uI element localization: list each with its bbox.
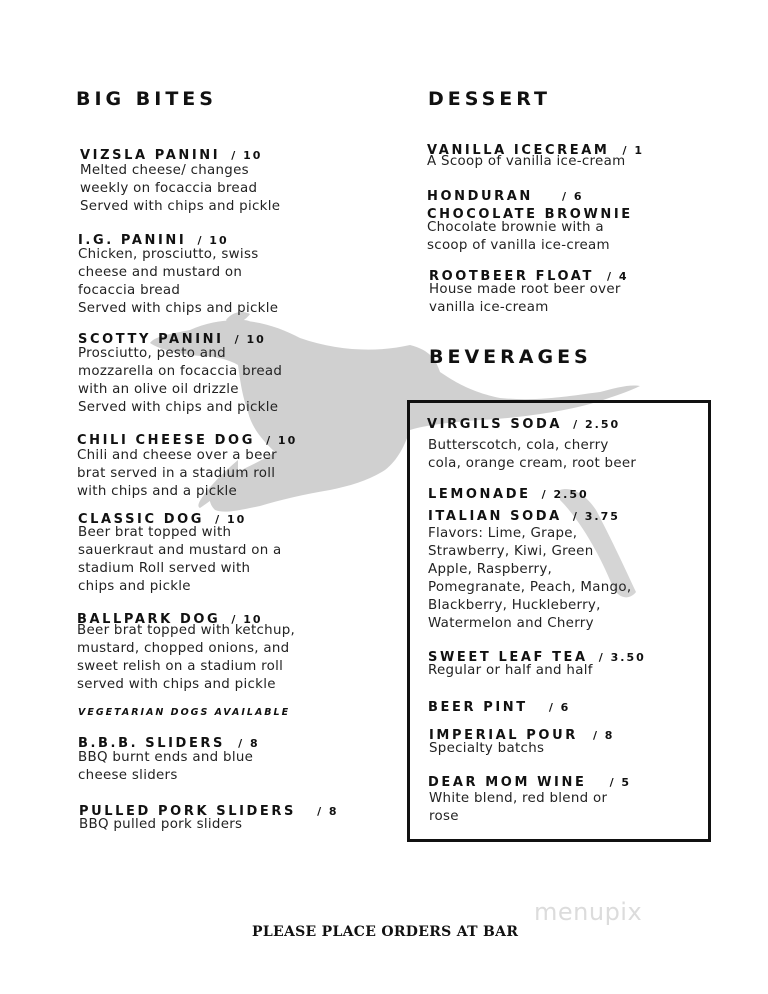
item-price: / 2.50 xyxy=(541,488,589,501)
menu-item xyxy=(427,413,620,432)
beverages-title: BEVERAGES xyxy=(429,346,592,368)
item-description: Flavors: Lime, Grape, Strawberry, Kiwi, Green Apple, Raspberry, Pomegranate, Peach, Mango, Blackberry, Huckleberry, Watermelon and Cherry xyxy=(428,526,632,631)
item-name: VANILLA ICECREAM xyxy=(427,143,610,158)
item-description: Beer brat topped with sauerkraut and mustard on a stadium Roll served with chips and pickle xyxy=(78,525,282,594)
item-name: BEER PINT xyxy=(428,700,528,715)
item-name: CHOCOLATE BROWNIE xyxy=(427,207,633,222)
item-description: House made root beer over vanilla ice-cream xyxy=(429,282,621,315)
item-price: / 6 xyxy=(562,190,584,203)
item-price: / 8 xyxy=(317,805,339,818)
item-name: BALLPARK DOG xyxy=(77,612,221,627)
item-price: / 3.50 xyxy=(598,651,646,664)
item-price: / 1 xyxy=(622,144,645,157)
item-price: / 10 xyxy=(231,613,263,626)
item-description: Specialty batchs xyxy=(429,741,545,756)
item-description: BBQ pulled pork sliders xyxy=(79,817,243,832)
menu-item xyxy=(428,505,620,524)
item-name: B.B.B. SLIDERS xyxy=(78,736,225,751)
item-description: A Scoop of vanilla ice-cream xyxy=(427,154,626,169)
item-description: White blend, red blend or rose xyxy=(429,791,608,824)
item-name: ITALIAN SODA xyxy=(428,509,562,524)
item-description: Melted cheese/ changes weekly on focaccia bread Served with chips and pickle xyxy=(80,163,281,214)
menupix-watermark: menupix xyxy=(534,898,643,926)
item-description: Regular or half and half xyxy=(428,663,593,678)
item-price: / 5 xyxy=(609,776,632,789)
item-name: ROOTBEER FLOAT xyxy=(429,269,594,284)
item-name: PULLED PORK SLIDERS xyxy=(79,804,296,819)
item-name: VIRGILS SODA xyxy=(427,417,563,432)
item-description: Beer brat topped with ketchup, mustard, chopped onions, and sweet relish on a stadium roll served with chips and pickle xyxy=(77,623,296,692)
item-price: / 10 xyxy=(266,434,298,447)
item-name: LEMONADE xyxy=(428,487,531,502)
item-price: / 3.75 xyxy=(572,510,620,523)
big-bites-title: BIG BITES xyxy=(76,88,217,110)
item-description: Butterscotch, cola, cherry cola, orange cream, root beer xyxy=(428,438,637,471)
item-price: / 10 xyxy=(231,149,263,162)
item-name: VIZSLA PANINI xyxy=(80,148,221,163)
item-name: IMPERIAL POUR xyxy=(429,728,578,743)
item-description: BBQ burnt ends and blue cheese sliders xyxy=(78,750,254,783)
item-name: SWEET LEAF TEA xyxy=(428,650,588,665)
menu-item xyxy=(428,771,631,790)
item-name: CLASSIC DOG xyxy=(78,512,205,527)
item-name: DEAR MOM WINE xyxy=(428,775,587,790)
item-description: Chicken, prosciutto, swiss cheese and mustard on focaccia bread Served with chips and pickle xyxy=(78,247,279,316)
menu-item xyxy=(428,483,589,502)
menu-item xyxy=(77,429,297,448)
vegetarian-note: VEGETARIAN DOGS AVAILABLE xyxy=(78,707,291,718)
item-price: / 8 xyxy=(238,737,260,750)
menu-item xyxy=(428,696,570,715)
item-price: / 4 xyxy=(607,270,629,283)
item-description: Prosciutto, pesto and mozzarella on focaccia bread with an olive oil drizzle Served with chips and pickle xyxy=(78,346,283,415)
item-name: HONDURAN xyxy=(427,189,533,204)
item-name: I.G. PANINI xyxy=(78,233,187,248)
item-price: / 8 xyxy=(592,729,615,742)
item-price: / 2.50 xyxy=(573,418,621,431)
item-price: / 6 xyxy=(548,701,571,714)
menu-item xyxy=(80,144,262,163)
item-price: / 10 xyxy=(234,333,266,346)
menu-item xyxy=(427,185,584,204)
footer-note: PLEASE PLACE ORDERS AT BAR xyxy=(252,924,519,940)
item-price: / 10 xyxy=(215,513,247,526)
item-name: CHILI CHEESE DOG xyxy=(77,433,255,448)
item-description: Chocolate brownie with a scoop of vanilla ice-cream xyxy=(427,220,610,253)
item-price: / 10 xyxy=(197,234,229,247)
item-description: Chili and cheese over a beer brat served in a stadium roll with chips and a pickle xyxy=(77,448,277,499)
dessert-title: DESSERT xyxy=(428,88,551,110)
item-name: SCOTTY PANINI xyxy=(78,332,224,347)
